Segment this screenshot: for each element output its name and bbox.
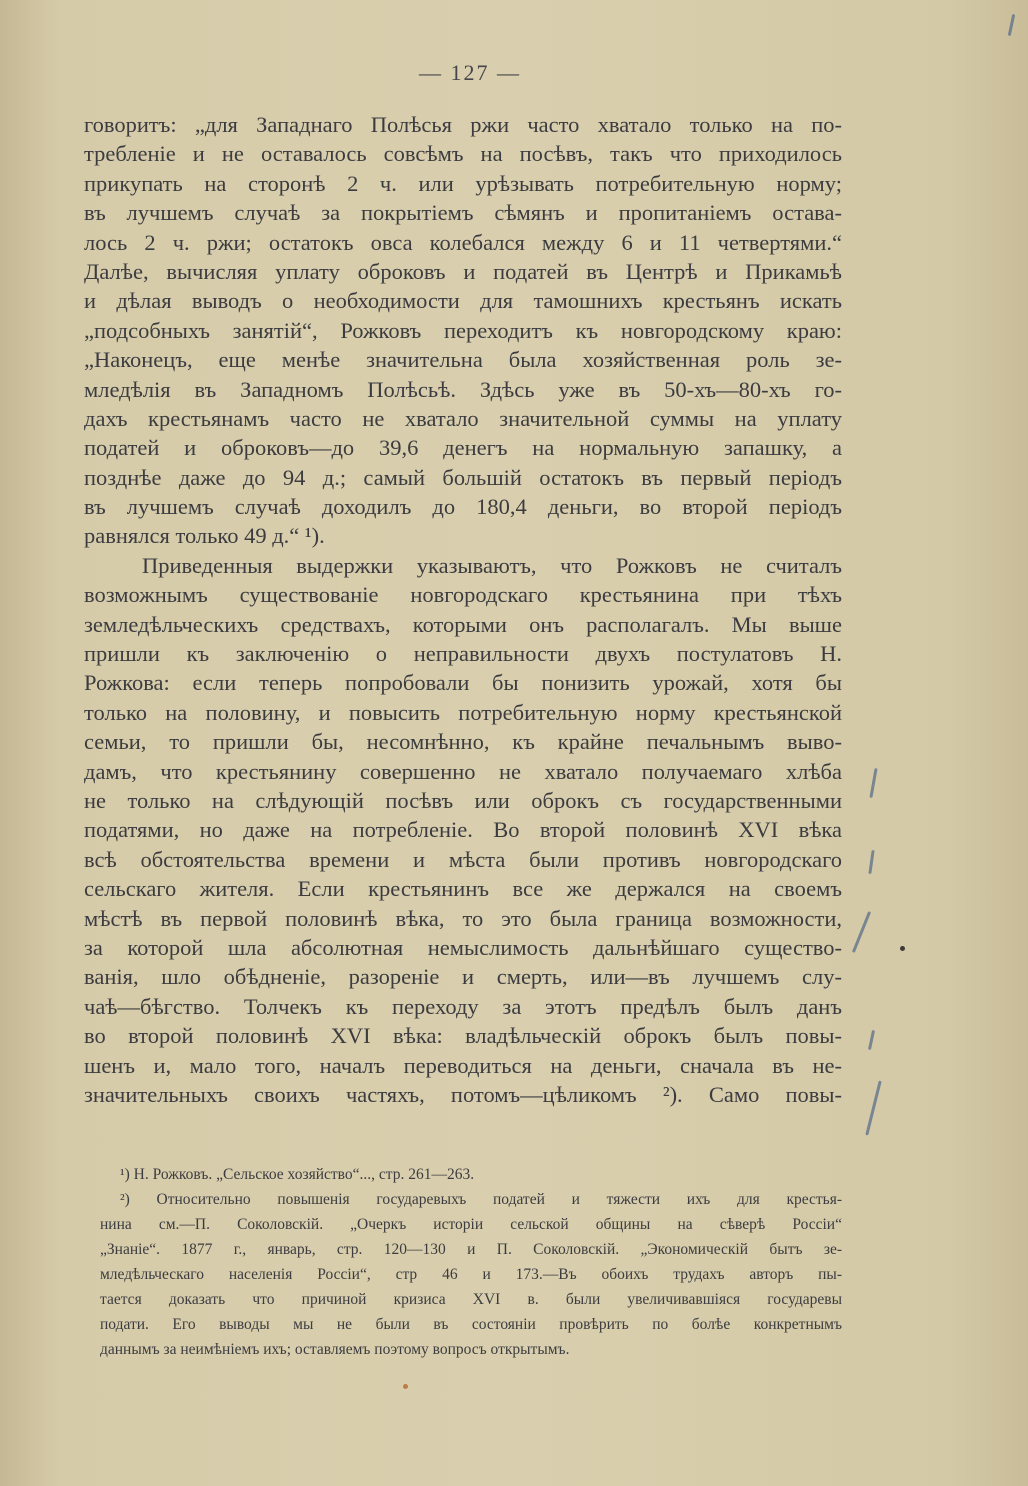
margin-pencil-mark <box>865 1080 881 1135</box>
footnote-line: даннымъ за неимѣніемъ ихъ; оставляемъ поэтому вопросъ открытымъ. <box>100 1341 570 1358</box>
text-line: равнялся только 49 д.“ ¹). <box>84 523 325 549</box>
footnote-line: ¹) Н. Рожковъ. „Сельское хозяйство“..., стр. 261—263. <box>120 1166 475 1183</box>
text-line: земледѣльческихъ средствахъ, которыми онъ располагалъ. Мы выше <box>84 611 842 637</box>
text-line: Приведенныя выдержки указываютъ, что Рожковъ не считалъ <box>142 552 842 578</box>
text-line: во второй половинѣ XVI вѣка: владѣльческій оброкъ былъ повы- <box>84 1023 842 1049</box>
footnote-line: „Знаніе“. 1877 г., январь, стр. 120—130 и П. Соколовскій. „Экономическій бытъ зе- <box>100 1241 842 1258</box>
text-line: лось 2 ч. ржи; остатокъ овса колебался между 6 и 11 четвертями.“ <box>84 229 842 255</box>
text-line: позднѣе даже до 94 д.; самый большій остатокъ въ первый періодъ <box>84 464 842 490</box>
text-line: не только на слѣдующій посѣвъ или оброкъ съ государственными <box>84 787 842 813</box>
text-line: говоритъ: „для Западнаго Полѣсья ржи часто хватало только на по- <box>84 112 842 137</box>
footnote-line: мледѣльческаго населенія Россіи“, стр 46 и 173.—Въ обоихъ трудахъ авторъ пы- <box>100 1266 842 1283</box>
footnote-line: тается доказать что причиной кризиса XVI в. были увеличивавшіяся государевы <box>100 1291 842 1308</box>
ink-spot <box>403 1384 408 1389</box>
text-line: за которой шла абсолютная немыслимость дальнѣйшаго существо- <box>84 934 842 960</box>
paragraph-2 <box>84 551 842 1109</box>
text-line: значительныхъ своихъ частяхъ, потомъ—цѣликомъ ²). Само повы- <box>84 1081 842 1107</box>
margin-pencil-mark <box>868 850 874 874</box>
footnotes <box>100 1162 842 1362</box>
text-line: мледѣлія въ Западномъ Полѣсьѣ. Здѣсь уже въ 50-хъ—80-хъ го- <box>84 376 842 402</box>
text-line: податями, но даже на потребленіе. Во второй половинѣ XVI вѣка <box>84 817 842 843</box>
footnote-1 <box>100 1162 842 1187</box>
text-line: Рожкова: если теперь попробовали бы понизить урожай, хотя бы <box>84 670 842 696</box>
footnote-2 <box>100 1187 842 1362</box>
text-line: требленіе и не оставалось совсѣмъ на посѣвъ, такъ что приходилось <box>84 141 842 167</box>
text-line: „Наконецъ, еще менѣе значительна была хозяйственная роль зе- <box>84 347 842 373</box>
main-text <box>84 110 842 1109</box>
text-line: дахъ крестьянамъ часто не хватало значительной суммы на уплату <box>84 405 842 431</box>
text-line: „подсобныхъ занятій“, Рожковъ переходитъ къ новгородскому краю: <box>84 317 842 343</box>
text-line: всѣ обстоятельства времени и мѣста были противъ новгородскаго <box>84 846 842 872</box>
text-line: мѣстѣ въ первой половинѣ вѣка, то это была граница возможности, <box>84 905 842 931</box>
text-line: сельскаго жителя. Если крестьянинъ все же держался на своемъ <box>84 876 842 902</box>
text-line: чаѣ—бѣгство. Толчекъ къ переходу за этотъ предѣлъ былъ данъ <box>84 993 842 1019</box>
text-line: шенъ и, мало того, началъ переводиться на деньги, сначала въ не- <box>84 1052 842 1078</box>
text-line: семьи, то пришли бы, несомнѣнно, къ крайне печальнымъ выво- <box>84 729 842 755</box>
text-line: возможнымъ существованіе новгородскаго крестьянина при тѣхъ <box>84 582 842 608</box>
margin-dot <box>900 946 905 951</box>
margin-pencil-mark <box>869 768 877 798</box>
text-line: прикупать на сторонѣ 2 ч. или урѣзывать потребительную норму; <box>84 170 842 196</box>
text-line: въ лучшемъ случаѣ доходилъ до 180,4 деньги, во второй періодъ <box>84 494 842 520</box>
text-line: и дѣлая выводъ о необходимости для тамошнихъ крестьянъ искать <box>84 288 842 314</box>
margin-pencil-mark <box>852 911 871 953</box>
text-line: ванія, шло обѣдненіе, разореніе и смерть, или—въ лучшемъ слу- <box>84 964 842 990</box>
paragraph-1 <box>84 110 842 551</box>
text-line: податей и оброковъ—до 39,6 денегъ на нормальную запашку, а <box>84 435 842 461</box>
margin-pencil-mark <box>868 1030 875 1050</box>
footnote-line: ²) Относительно повышенія государевыхъ податей и тяжести ихъ для крестья- <box>120 1191 842 1208</box>
page-number: — 127 — <box>419 60 521 85</box>
text-line: въ лучшемъ случаѣ за покрытіемъ сѣмянъ и пропитаніемъ остава- <box>84 200 842 226</box>
footnote-line: подати. Его выводы мы не были въ состояніи провѣрить по болѣе конкретнымъ <box>100 1316 842 1333</box>
text-line: пришли къ заключенію о неправильности двухъ постулатовъ Н. <box>84 641 842 667</box>
text-line: Далѣе, вычисляя уплату оброковъ и податей въ Центрѣ и Прикамьѣ <box>84 258 842 284</box>
text-line: только на половину, и повысить потребительную норму крестьянской <box>84 699 842 725</box>
footnote-line: нина см.—П. Соколовскій. „Очеркъ исторіи сельской общины на сѣверѣ Россіи“ <box>100 1216 842 1233</box>
text-line: дамъ, что крестьянину совершенно не хватало получаемаго хлѣба <box>84 758 842 784</box>
margin-pencil-mark <box>1008 14 1016 36</box>
